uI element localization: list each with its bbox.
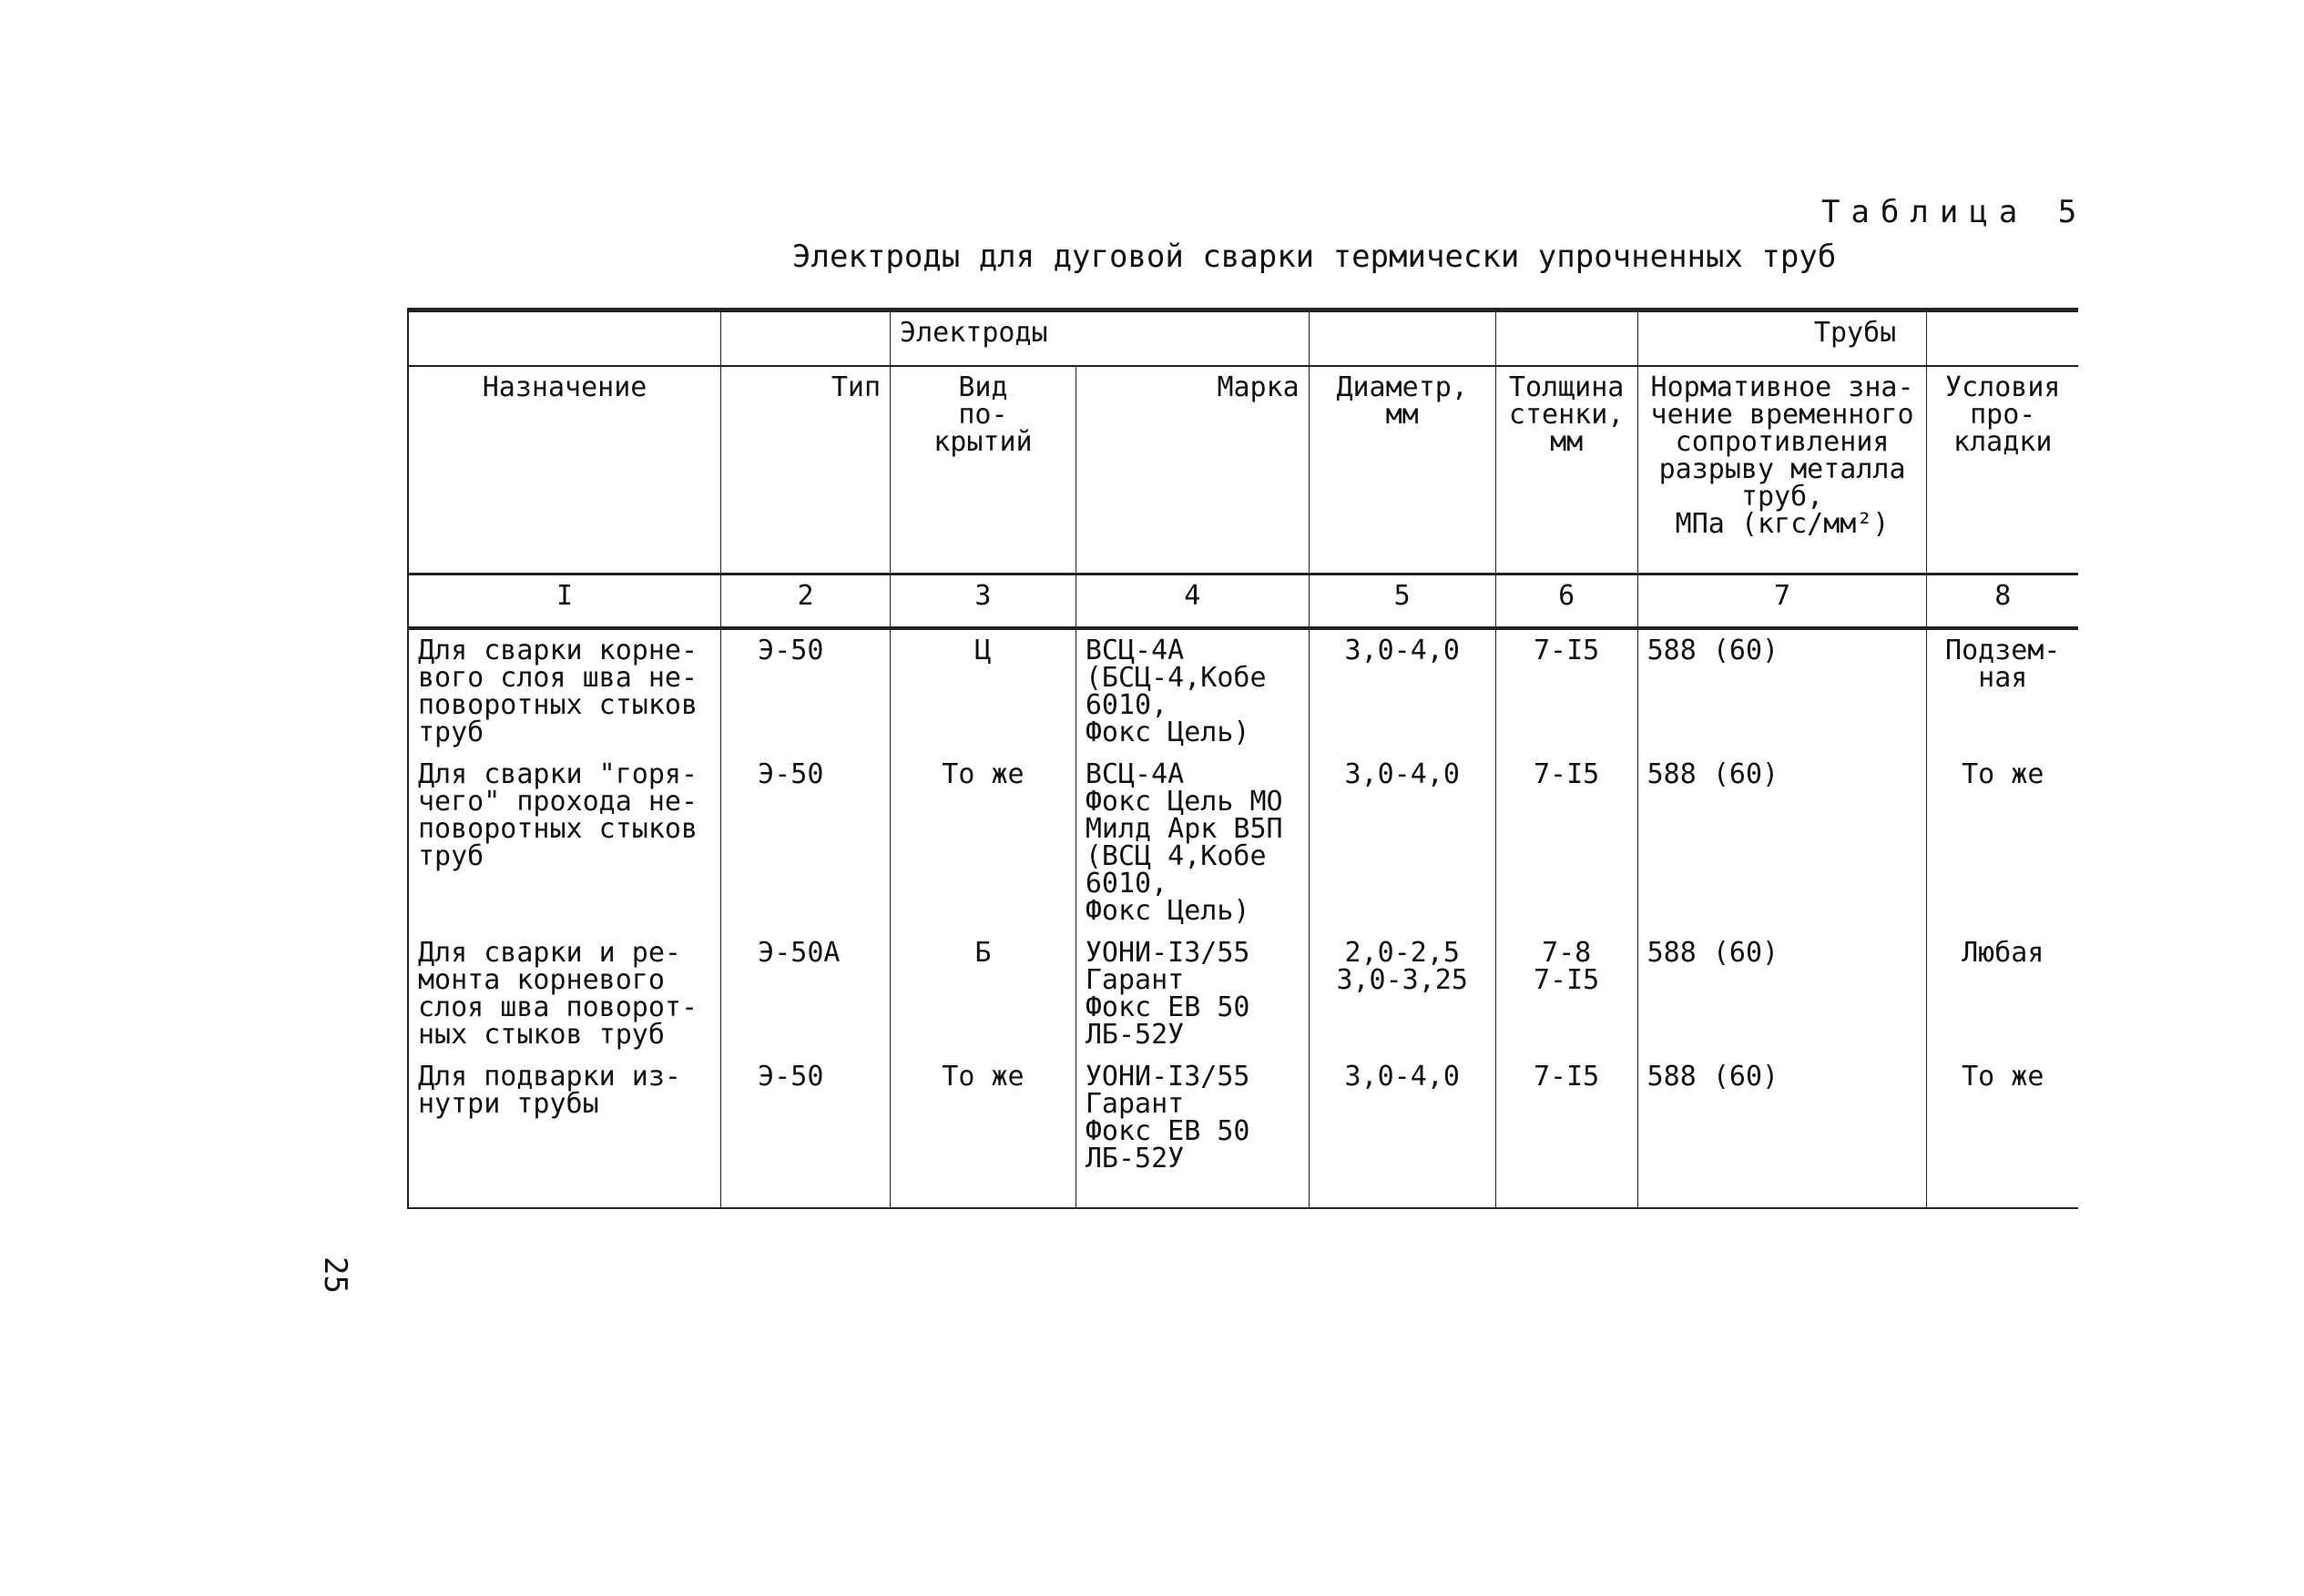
header-purpose: Назначение (408, 366, 721, 574)
cell-strength: 588 (60) (1637, 1056, 1927, 1208)
header-diameter: Диаметр, мм (1309, 366, 1495, 574)
cell-conditions: То же (1927, 754, 2078, 932)
cell-diameter: 3,0-4,0 (1309, 1056, 1495, 1208)
header-thickness: Толщина стенки, мм (1495, 366, 1637, 574)
group-cell-empty (721, 310, 891, 367)
cell-conditions: Подзем- ная (1927, 628, 2078, 754)
header-coating: Вид по- крытий (891, 366, 1076, 574)
column-number: 3 (891, 574, 1076, 629)
cell-purpose: Для сварки и ре- монта корневого слоя шва поворот- ных стыков труб (408, 932, 721, 1056)
cell-brand: УОНИ-I3/55 Гарант Фокс ЕВ 50 ЛБ-52У (1076, 932, 1309, 1056)
group-cell-empty (408, 310, 721, 367)
table-row (408, 628, 2078, 754)
cell-diameter: 2,0-2,5 3,0-3,25 (1309, 932, 1495, 1056)
cell-purpose: Для подварки из- нутри трубы (408, 1056, 721, 1208)
cell-coating: То же (891, 1056, 1076, 1208)
group-pipes: Трубы (1637, 310, 1927, 367)
electrodes-table (407, 308, 2078, 1209)
cell-type: Э-50 (721, 628, 891, 754)
cell-conditions: То же (1927, 1056, 2078, 1208)
cell-coating: То же (891, 754, 1076, 932)
cell-thickness: 7-8 7-I5 (1495, 932, 1637, 1056)
cell-conditions: Любая (1927, 932, 2078, 1056)
table-row (408, 754, 2078, 932)
group-cell-empty (1927, 310, 2078, 367)
group-cell-empty (1495, 310, 1637, 367)
cell-purpose: Для сварки "горя- чего" прохода не- поворотных стыков труб (408, 754, 721, 932)
page-number: 25 (317, 1256, 353, 1294)
header-type: Тип (721, 366, 891, 574)
column-number: 8 (1927, 574, 2078, 629)
cell-brand: УОНИ-I3/55 Гарант Фокс ЕВ 50 ЛБ-52У (1076, 1056, 1309, 1208)
cell-coating: Ц (891, 628, 1076, 754)
cell-coating: Б (891, 932, 1076, 1056)
cell-diameter: 3,0-4,0 (1309, 754, 1495, 932)
column-number: 7 (1637, 574, 1927, 629)
cell-strength: 588 (60) (1637, 628, 1927, 754)
group-cell-empty (1309, 310, 1495, 367)
group-electrodes: Электроды (891, 310, 1310, 367)
cell-diameter: 3,0-4,0 (1309, 628, 1495, 754)
column-number: 4 (1076, 574, 1309, 629)
header-brand: Марка (1076, 366, 1309, 574)
group-header-row (408, 310, 2078, 367)
cell-brand: ВСЦ-4А (БСЦ-4,Кобе 6010, Фокс Цель) (1076, 628, 1309, 754)
table-row (408, 932, 2078, 1056)
cell-type: Э-50 (721, 1056, 891, 1208)
cell-brand: ВСЦ-4А Фокс Цель МО Милд Арк В5П (ВСЦ 4,Кобе 6010, Фокс Цель) (1076, 754, 1309, 932)
column-number-row (408, 574, 2078, 629)
header-row (408, 366, 2078, 574)
header-strength: Нормативное зна- чение временного сопротивления разрыву металла труб, МПа (кгс/мм²) (1637, 366, 1927, 574)
column-number: 6 (1495, 574, 1637, 629)
column-number: 2 (721, 574, 891, 629)
cell-type: Э-50А (721, 932, 891, 1056)
table-title: Электроды для дуговой сварки термически упрочненных труб (792, 239, 1837, 275)
cell-thickness: 7-I5 (1495, 628, 1637, 754)
column-number: 5 (1309, 574, 1495, 629)
table-row (408, 1056, 2078, 1208)
header-conditions: Условия про- кладки (1927, 366, 2078, 574)
cell-purpose: Для сварки корне- вого слоя шва не- поворотных стыков труб (408, 628, 721, 754)
cell-thickness: 7-I5 (1495, 1056, 1637, 1208)
column-number: I (408, 574, 721, 629)
cell-strength: 588 (60) (1637, 932, 1927, 1056)
cell-strength: 588 (60) (1637, 754, 1927, 932)
cell-thickness: 7-I5 (1495, 754, 1637, 932)
cell-type: Э-50 (721, 754, 891, 932)
table-number-label: Таблица 5 (1821, 194, 2088, 230)
